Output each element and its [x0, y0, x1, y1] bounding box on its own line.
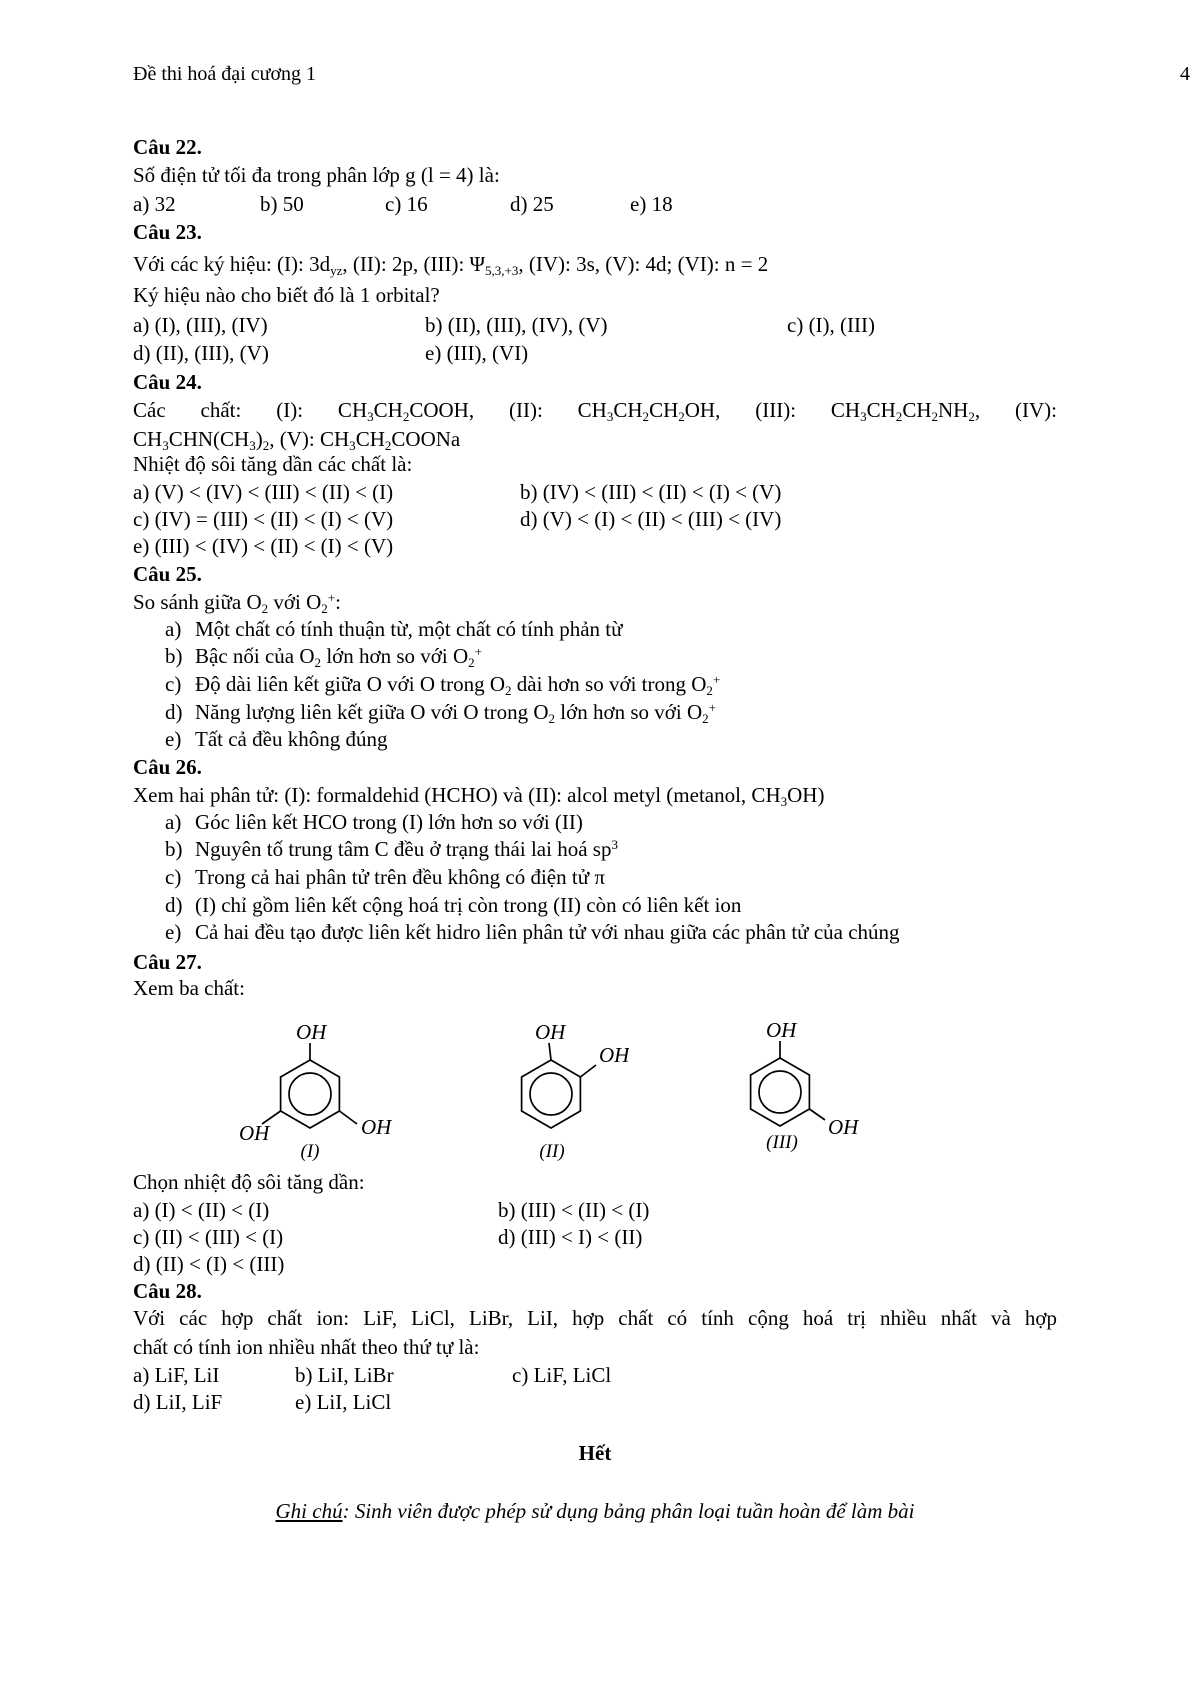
question-24-options-row2	[133, 505, 1057, 534]
structure-II-label: (II)	[539, 1141, 565, 1162]
q27-option-d: d) (III) < I) < (II)	[498, 1225, 643, 1249]
q25-option-a-letter: a)	[165, 617, 182, 641]
q26-option-a	[133, 808, 1119, 837]
q25-option-c-letter: c)	[165, 672, 182, 696]
question-24-options-row1	[133, 478, 1057, 507]
q24-option-c: c) (IV) = (III) < (II) < (I) < (V)	[133, 507, 394, 531]
q24-option-e: e) (III) < (IV) < (II) < (I) < (V)	[133, 534, 394, 558]
question-25-title: Câu 25.	[133, 562, 202, 586]
question-22-prompt: Số điện tử tối đa trong phân lớp g (l = 4) là:	[133, 163, 500, 187]
q26-option-b-letter: b)	[165, 837, 183, 861]
q28-option-e: e) LiI, LiCl	[295, 1390, 392, 1414]
question-24-prompt: Nhiệt độ sôi tăng dần các chất là:	[133, 452, 413, 476]
question-28-prompt-line2: chất có tính ion nhiều nhất theo thứ tự là:	[133, 1335, 480, 1359]
q25-option-c-text: Độ dài liên kết giữa O với O trong $O_2$ dài hơn so với trong $O_2^+$	[195, 671, 721, 698]
q25-option-b	[133, 642, 1119, 671]
q22-option-a: a) 32	[133, 192, 176, 216]
q28-option-d: d) LiI, LiF	[133, 1390, 223, 1414]
hydroxyl-label: OH	[296, 1020, 327, 1044]
document-title: Đề thi hoá đại cương 1	[133, 63, 317, 85]
q23-option-a: a) (I), (III), (IV)	[133, 313, 268, 337]
q26-option-e-text: Cả hai đều tạo được liên kết hidro liên phân tử với nhau giữa các phân tử của chúng	[195, 920, 900, 944]
q26-option-c-text: Trong cả hai phân tử trên đều không có điện tử π	[195, 865, 605, 889]
q23-option-b: b) (II), (III), (IV), (V)	[425, 313, 608, 337]
q26-option-c-letter: c)	[165, 865, 182, 889]
question-23-prompt: Ký hiệu nào cho biết đó là 1 orbital?	[133, 283, 440, 307]
q22-option-c: c) 16	[385, 192, 428, 216]
hydroxyl-label: OH	[239, 1121, 270, 1145]
question-27-options-row1	[133, 1196, 1057, 1225]
q25-option-c	[133, 670, 1119, 699]
question-23-symbols: Với các ký hiệu: (I): $3d_{yz}$, (II): 2p, (III): $\Psi_{5,3,+3}$, (IV): 3s, (V): 4d; (VI): n = 2	[133, 252, 769, 278]
hydroxyl-label: OH	[535, 1020, 566, 1044]
q28-option-a: a) LiF, LiI	[133, 1363, 220, 1387]
q26-option-e-letter: e)	[165, 920, 182, 944]
q28-option-c: c) LiF, LiCl	[512, 1363, 612, 1387]
q26-option-b-text: Nguyên tố trung tâm C đều ở trạng thái lai hoá $sp^3$	[195, 836, 618, 861]
q24-option-d: d) (V) < (I) < (II) < (III) < (IV)	[520, 507, 782, 531]
benzene-ring-III	[751, 1041, 825, 1126]
hydroxyl-label: OH	[361, 1115, 392, 1139]
question-27-options-row3	[133, 1250, 1057, 1279]
question-24-compounds-line1: Các chất: (I): $CH_3CH_2COOH$, (II): $CH_3CH_2CH_2OH$, (III): $CH_3CH_2CH_2NH_2$, (IV):	[133, 398, 1057, 424]
q25-option-d-letter: d)	[165, 700, 183, 724]
q26-option-a-text: Góc liên kết HCO trong (I) lớn hơn so với (II)	[195, 810, 583, 834]
question-28-prompt-line1: Với các hợp chất ion: LiF, LiCl, LiBr, LiI, hợp chất có tính cộng hoá trị nhiều nhất và hợp	[133, 1306, 1057, 1330]
benzene-ring-II	[522, 1043, 596, 1128]
question-26-title: Câu 26.	[133, 755, 202, 779]
q23-option-c: c) (I), (III)	[787, 313, 876, 337]
q23-option-e: e) (III), (VI)	[425, 341, 529, 365]
q24-option-b: b) (IV) < (III) < (II) < (I) < (V)	[520, 480, 782, 504]
structure-II-diagram	[479, 1012, 629, 1160]
question-24-title: Câu 24.	[133, 370, 202, 394]
structure-III-label: (III)	[766, 1132, 798, 1153]
question-22-title: Câu 22.	[133, 135, 202, 159]
q26-option-c	[133, 863, 1119, 892]
question-27-title: Câu 27.	[133, 950, 202, 974]
q25-option-b-text: Bậc nối của $O_2$ lớn hơn so với $O_2^+$	[195, 643, 482, 670]
q24-option-a: a) (V) < (IV) < (III) < (II) < (I)	[133, 480, 394, 504]
question-28-options-row2	[133, 1388, 1057, 1417]
q26-option-d	[133, 891, 1119, 920]
q25-option-e	[133, 725, 1119, 754]
structure-I-label: (I)	[300, 1141, 320, 1162]
q26-option-d-text: (I) chỉ gồm liên kết cộng hoá trị còn trong (II) còn có liên kết ion	[195, 893, 742, 917]
q26-option-b	[133, 835, 1119, 864]
q25-option-d-text: Năng lượng liên kết giữa O với O trong $O_2$ lớn hơn so với $O_2^+$	[195, 699, 716, 726]
question-27-options-row2	[133, 1223, 1057, 1252]
q27-option-b: b) (III) < (II) < (I)	[498, 1198, 650, 1222]
hydroxyl-label: OH	[766, 1018, 797, 1042]
benzene-ring-I	[262, 1043, 357, 1128]
q27-option-a: a) (I) < (II) < (I)	[133, 1198, 270, 1222]
q28-option-b: b) LiI, LiBr	[295, 1363, 394, 1387]
question-28-options-row1	[133, 1361, 1057, 1390]
q22-option-e: e) 18	[630, 192, 673, 216]
q27-option-c: c) (II) < (III) < (I)	[133, 1225, 284, 1249]
question-23-options-row1	[133, 311, 1057, 340]
hydroxyl-label: OH	[599, 1043, 629, 1067]
structure-I-diagram	[215, 1012, 405, 1160]
q25-option-b-letter: b)	[165, 644, 183, 668]
question-24-compounds-line2: $CH_3CHN(CH_3)_2$, (V): $CH_3CH_2COONa$	[133, 427, 461, 453]
question-27-prompt: Chọn nhiệt độ sôi tăng dần:	[133, 1170, 365, 1194]
q22-option-b: b) 50	[260, 192, 304, 216]
hydroxyl-label: OH	[828, 1115, 859, 1139]
q25-option-a	[133, 615, 1119, 644]
document-header	[133, 60, 1190, 89]
question-25-prompt: So sánh giữa $O_2$ với $O_2^+$:	[133, 589, 341, 616]
question-26-intro: Xem hai phân tử: (I): formaldehid (HCHO) và (II): alcol metyl (metanol, $CH_3OH$)	[133, 783, 825, 809]
footnote-text: : Sinh viên được phép sử dụng bảng phân loại tuần hoàn để làm bài	[342, 1499, 915, 1523]
q26-option-d-letter: d)	[165, 893, 183, 917]
question-24-options-row3	[133, 532, 1057, 561]
page-number: 4	[1180, 63, 1190, 85]
q25-option-d	[133, 698, 1119, 727]
footnote	[133, 1497, 1057, 1526]
question-28-title: Câu 28.	[133, 1279, 202, 1303]
end-marker: Hết	[578, 1441, 612, 1465]
q25-option-e-text: Tất cả đều không đúng	[195, 727, 388, 751]
q25-option-e-letter: e)	[165, 727, 182, 751]
q22-option-d: d) 25	[510, 192, 554, 216]
q23-option-d: d) (II), (III), (V)	[133, 341, 269, 365]
question-23-title: Câu 23.	[133, 220, 202, 244]
question-27-intro: Xem ba chất:	[133, 976, 245, 1000]
q26-option-a-letter: a)	[165, 810, 182, 834]
question-22-options	[133, 190, 1057, 219]
q27-option-d2: d) (II) < (I) < (III)	[133, 1252, 285, 1276]
q26-option-e	[133, 918, 1119, 947]
footnote-label: Ghi chú	[275, 1499, 343, 1523]
question-23-options-row2	[133, 339, 1057, 368]
q25-option-a-text: Một chất có tính thuận từ, một chất có tính phản từ	[195, 617, 623, 641]
